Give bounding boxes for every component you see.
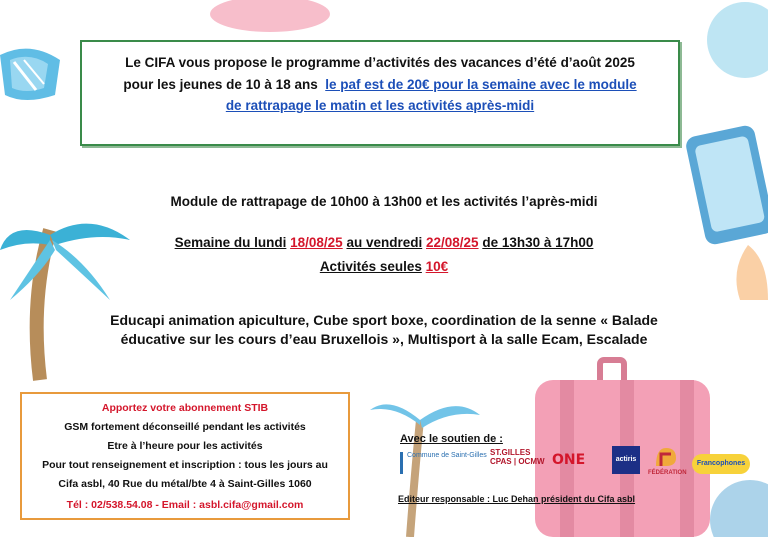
gsm-notice: GSM fortement déconseillé pendant les activités	[64, 421, 306, 433]
week-to-label: au vendredi	[346, 235, 423, 250]
price-info-text-2: de rattrapage le matin et les activités après-midi	[225, 98, 535, 113]
activities-only-price: 10€	[425, 259, 449, 274]
swim-ring-icon	[210, 0, 330, 32]
editor-line: Editeur responsable : Luc Dehan président du Cifa asbl	[398, 494, 636, 504]
week-line	[0, 234, 768, 251]
address-line: Cifa asbl, 40 Rue du métal/bte 4 à Saint-Gilles 1060	[58, 478, 312, 490]
age-range-text: pour les jeunes de 10 à 18 ans	[123, 77, 318, 92]
sunglasses-icon	[0, 49, 60, 100]
federation-label: FÉDÉRATION	[648, 470, 687, 476]
stib-notice: Apportez votre abonnement STIB	[101, 402, 269, 414]
contact-line: Tél : 02/538.54.08 - Email : asbl.cifa@gmail.com	[66, 499, 304, 511]
contact-intro: Pour tout renseignement et inscription : tous les jours au	[42, 459, 328, 471]
beach-ball-icon	[707, 2, 768, 78]
activities-only-label: Activités seules	[319, 259, 422, 274]
logo-francophones: Francophones	[692, 454, 750, 474]
activities-list-line-1: Educapi animation apiculture, Cube sport boxe, coordination de la senne « Balade	[110, 312, 658, 328]
logo-one: ONE	[552, 452, 586, 468]
week-label: Semaine du lundi	[174, 235, 287, 250]
module-line: Module de rattrapage de 10h00 à 13h00 et les activités l’après-midi	[170, 194, 598, 209]
activities-only-line	[0, 258, 768, 275]
phone-icon	[684, 124, 768, 246]
header-box	[80, 40, 680, 146]
week-hours: de 13h30 à 17h00	[482, 235, 594, 250]
header-line-2	[82, 76, 678, 93]
header-title: Le CIFA vous propose le programme d’activités des vacances d’été d’août 2025	[125, 55, 635, 70]
logo-cpas-saint-gilles: ST.GILLES CPAS | OCMW	[490, 448, 545, 466]
price-info-text: le paf est de 20€ pour la semaine avec le module	[325, 77, 637, 92]
support-label: Avec le soutien de :	[400, 433, 503, 445]
week-start-date: 18/08/25	[290, 235, 343, 250]
punctuality-notice: Etre à l’heure pour les activités	[107, 440, 263, 452]
week-end-date: 22/08/25	[426, 235, 479, 250]
activities-list-line-2: éducative sur les cours d’eau Bruxellois », Multisport à la salle Ecam, Escalade	[120, 331, 648, 347]
logo-commune-saint-gilles: Commune de Saint-Gilles	[400, 452, 492, 474]
federation-mark-icon	[651, 446, 681, 468]
logo-federation	[648, 446, 687, 482]
logo-actiris: actiris	[612, 446, 640, 474]
info-box	[20, 392, 350, 520]
header-line-3	[82, 97, 678, 114]
